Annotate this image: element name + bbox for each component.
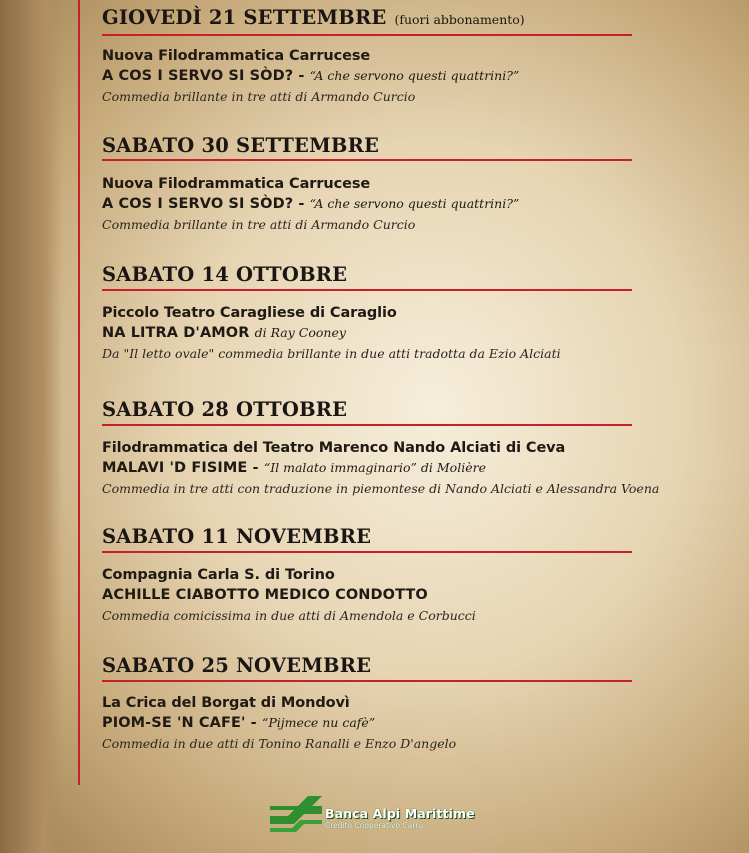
event-item [102, 263, 742, 375]
event-description: Da "Il letto ovale" commedia brillante in due atti tradotta da Ezio Alciati [102, 346, 561, 361]
event-company: Nuova Filodrammatica Carrucese [102, 48, 371, 64]
event-item [102, 6, 742, 118]
event-company: La Crica del Borgat di Mondovì [102, 695, 350, 711]
event-date: SABATO 30 SETTEMBRE [102, 134, 380, 157]
event-subtitle: “A che servono questi quattrini?” [309, 196, 520, 211]
sponsor-tagline: Credito Cooperativo Carrù [325, 821, 424, 830]
event-title: PIOM-SE 'N CAFE' - “Pijmece nu cafè” [102, 715, 376, 731]
left-edge-band [0, 0, 62, 853]
event-divider [102, 551, 632, 553]
event-date: SABATO 25 NOVEMBRE [102, 654, 372, 677]
event-date: GIOVEDÌ 21 SETTEMBRE (fuori abbonamento) [102, 6, 525, 29]
vertical-red-rule [78, 0, 80, 785]
event-item [102, 398, 742, 510]
sponsor-name: Banca Alpi Marittime [325, 806, 475, 821]
sponsor-logo [268, 792, 488, 836]
event-subtitle: “A che servono questi quattrini?” [309, 68, 520, 83]
event-company: Compagnia Carla S. di Torino [102, 567, 335, 583]
event-date: SABATO 11 NOVEMBRE [102, 525, 372, 548]
event-divider [102, 424, 632, 426]
event-company: Nuova Filodrammatica Carrucese [102, 176, 371, 192]
event-title: MALAVI 'D FISIME - “Il malato immaginario” di Molière [102, 460, 486, 476]
bank-logo-icon [268, 792, 324, 836]
event-item [102, 134, 742, 246]
event-date: SABATO 14 OTTOBRE [102, 263, 348, 286]
event-divider [102, 34, 632, 36]
event-subtitle: “Pijmece nu cafè” [261, 715, 376, 730]
event-divider [102, 680, 632, 682]
event-note: (fuori abbonamento) [394, 12, 525, 27]
event-item [102, 654, 742, 766]
event-date: SABATO 28 OTTOBRE [102, 398, 348, 421]
event-description: Commedia in due atti di Tonino Ranalli e Enzo D'angelo [102, 736, 457, 751]
event-title: A COS I SERVO SI SÒD? - “A che servono questi quattrini?” [102, 68, 520, 84]
event-company: Piccolo Teatro Caragliese di Caraglio [102, 305, 397, 321]
event-title: NA LITRA D'AMOR di Ray Cooney [102, 325, 346, 341]
event-divider [102, 159, 632, 161]
event-title: ACHILLE CIABOTTO MEDICO CONDOTTO [102, 587, 428, 603]
event-description: Commedia brillante in tre atti di Armando Curcio [102, 89, 416, 104]
event-divider [102, 289, 632, 291]
event-subtitle: “Il malato immaginario” di Molière [263, 460, 486, 475]
event-description: Commedia in tre atti con traduzione in piemontese di Nando Alciati e Alessandra Voena [102, 481, 660, 496]
event-title: A COS I SERVO SI SÒD? - “A che servono questi quattrini?” [102, 196, 520, 212]
event-company: Filodrammatica del Teatro Marenco Nando Alciati di Ceva [102, 440, 566, 456]
event-item [102, 525, 742, 637]
event-subtitle: di Ray Cooney [254, 325, 346, 340]
event-description: Commedia brillante in tre atti di Armando Curcio [102, 217, 416, 232]
event-description: Commedia comicissima in due atti di Amendola e Corbucci [102, 608, 476, 623]
